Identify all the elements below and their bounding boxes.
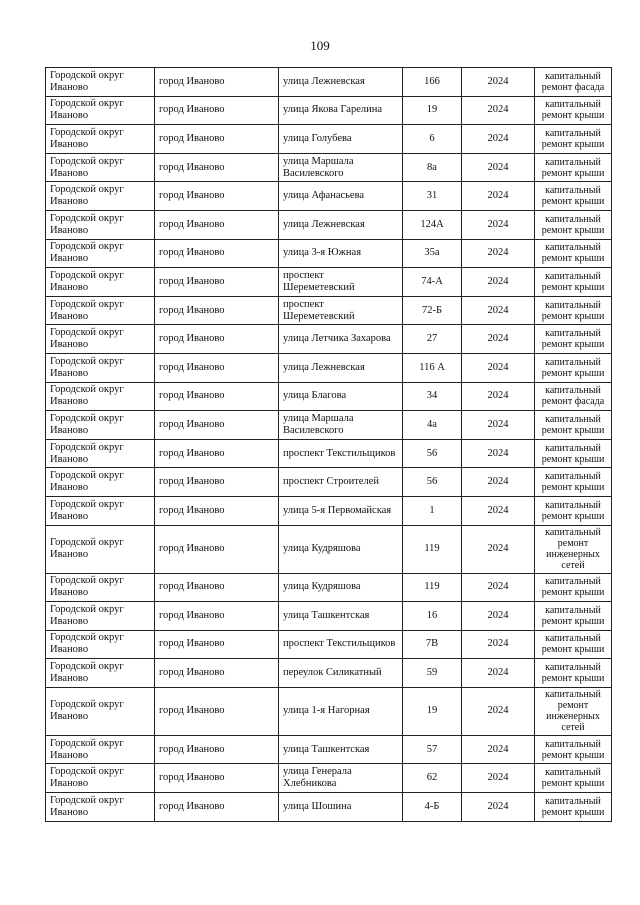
cell-year: 2024 bbox=[462, 793, 535, 822]
cell-okrug: Городской округ Иваново bbox=[46, 182, 155, 211]
cell-street: улица Афанасьева bbox=[279, 182, 403, 211]
cell-street: проспект Текстильщиков bbox=[279, 439, 403, 468]
cell-street: проспект Строителей bbox=[279, 468, 403, 497]
cell-year: 2024 bbox=[462, 411, 535, 440]
page-number: 109 bbox=[310, 38, 330, 53]
table-row bbox=[46, 411, 612, 440]
cell-house-number: 19 bbox=[403, 687, 462, 735]
table-row bbox=[46, 630, 612, 659]
cell-house-number: 74-А bbox=[403, 268, 462, 297]
cell-street: улица Лежневская bbox=[279, 68, 403, 97]
table-row bbox=[46, 439, 612, 468]
cell-year: 2024 bbox=[462, 210, 535, 239]
cell-street: улица Ташкентская bbox=[279, 735, 403, 764]
cell-okrug: Городской округ Иваново bbox=[46, 153, 155, 182]
cell-year: 2024 bbox=[462, 239, 535, 268]
cell-street: улица Генерала Хлебникова bbox=[279, 764, 403, 793]
cell-city: город Иваново bbox=[155, 182, 279, 211]
cell-city: город Иваново bbox=[155, 68, 279, 97]
table-row bbox=[46, 153, 612, 182]
cell-okrug: Городской округ Иваново bbox=[46, 496, 155, 525]
table-row bbox=[46, 96, 612, 125]
cell-okrug: Городской округ Иваново bbox=[46, 659, 155, 688]
cell-house-number: 31 bbox=[403, 182, 462, 211]
cell-year: 2024 bbox=[462, 182, 535, 211]
cell-work-type: капитальный ремонт крыши bbox=[535, 468, 612, 497]
table-row bbox=[46, 296, 612, 325]
cell-okrug: Городской округ Иваново bbox=[46, 468, 155, 497]
cell-work-type: капитальный ремонт крыши bbox=[535, 182, 612, 211]
cell-year: 2024 bbox=[462, 353, 535, 382]
cell-house-number: 1 bbox=[403, 496, 462, 525]
table-row bbox=[46, 239, 612, 268]
cell-house-number: 56 bbox=[403, 439, 462, 468]
cell-street: проспект Шереметевский bbox=[279, 296, 403, 325]
cell-city: город Иваново bbox=[155, 793, 279, 822]
cell-street: улица Маршала Василевского bbox=[279, 411, 403, 440]
cell-year: 2024 bbox=[462, 125, 535, 154]
cell-city: город Иваново bbox=[155, 210, 279, 239]
table-row bbox=[46, 210, 612, 239]
cell-okrug: Городской округ Иваново bbox=[46, 602, 155, 631]
cell-city: город Иваново bbox=[155, 125, 279, 154]
cell-year: 2024 bbox=[462, 735, 535, 764]
cell-okrug: Городской округ Иваново bbox=[46, 573, 155, 602]
cell-year: 2024 bbox=[462, 68, 535, 97]
table-row bbox=[46, 525, 612, 573]
cell-year: 2024 bbox=[462, 439, 535, 468]
cell-work-type: капитальный ремонт крыши bbox=[535, 602, 612, 631]
cell-street: улица Благова bbox=[279, 382, 403, 411]
cell-city: город Иваново bbox=[155, 496, 279, 525]
table-row bbox=[46, 325, 612, 354]
cell-work-type: капитальный ремонт крыши bbox=[535, 793, 612, 822]
table-row bbox=[46, 468, 612, 497]
cell-okrug: Городской округ Иваново bbox=[46, 353, 155, 382]
cell-city: город Иваново bbox=[155, 439, 279, 468]
cell-house-number: 124А bbox=[403, 210, 462, 239]
cell-city: город Иваново bbox=[155, 382, 279, 411]
cell-city: город Иваново bbox=[155, 96, 279, 125]
cell-okrug: Городской округ Иваново bbox=[46, 210, 155, 239]
cell-work-type: капитальный ремонт крыши bbox=[535, 573, 612, 602]
cell-work-type: капитальный ремонт крыши bbox=[535, 296, 612, 325]
cell-work-type: капитальный ремонт фасада bbox=[535, 68, 612, 97]
cell-city: город Иваново bbox=[155, 659, 279, 688]
cell-house-number: 119 bbox=[403, 573, 462, 602]
cell-street: улица Шошина bbox=[279, 793, 403, 822]
cell-street: улица 5-я Первомайская bbox=[279, 496, 403, 525]
cell-year: 2024 bbox=[462, 496, 535, 525]
cell-okrug: Городской округ Иваново bbox=[46, 630, 155, 659]
cell-work-type: капитальный ремонт крыши bbox=[535, 353, 612, 382]
table-row bbox=[46, 602, 612, 631]
cell-work-type: капитальный ремонт крыши bbox=[535, 439, 612, 468]
cell-okrug: Городской округ Иваново bbox=[46, 296, 155, 325]
cell-city: город Иваново bbox=[155, 153, 279, 182]
cell-street: улица Маршала Василевского bbox=[279, 153, 403, 182]
cell-city: город Иваново bbox=[155, 573, 279, 602]
cell-city: город Иваново bbox=[155, 411, 279, 440]
cell-year: 2024 bbox=[462, 687, 535, 735]
cell-street: улица Кудряшова bbox=[279, 525, 403, 573]
cell-city: город Иваново bbox=[155, 296, 279, 325]
table-row bbox=[46, 182, 612, 211]
cell-house-number: 57 bbox=[403, 735, 462, 764]
cell-street: проспект Шереметевский bbox=[279, 268, 403, 297]
cell-street: улица 1-я Нагорная bbox=[279, 687, 403, 735]
cell-okrug: Городской округ Иваново bbox=[46, 382, 155, 411]
table-row bbox=[46, 496, 612, 525]
table-row bbox=[46, 268, 612, 297]
cell-work-type: капитальный ремонт крыши bbox=[535, 268, 612, 297]
cell-house-number: 119 bbox=[403, 525, 462, 573]
cell-house-number: 35а bbox=[403, 239, 462, 268]
cell-work-type: капитальный ремонт инженерных сетей bbox=[535, 525, 612, 573]
cell-year: 2024 bbox=[462, 153, 535, 182]
table-row bbox=[46, 687, 612, 735]
cell-year: 2024 bbox=[462, 96, 535, 125]
table-row bbox=[46, 735, 612, 764]
cell-house-number: 59 bbox=[403, 659, 462, 688]
cell-okrug: Городской округ Иваново bbox=[46, 735, 155, 764]
cell-work-type: капитальный ремонт крыши bbox=[535, 659, 612, 688]
cell-street: улица Лежневская bbox=[279, 353, 403, 382]
cell-city: город Иваново bbox=[155, 525, 279, 573]
cell-house-number: 4-Б bbox=[403, 793, 462, 822]
cell-street: улица Лежневская bbox=[279, 210, 403, 239]
cell-year: 2024 bbox=[462, 630, 535, 659]
cell-city: город Иваново bbox=[155, 630, 279, 659]
cell-house-number: 56 bbox=[403, 468, 462, 497]
cell-year: 2024 bbox=[462, 296, 535, 325]
cell-house-number: 72-Б bbox=[403, 296, 462, 325]
cell-okrug: Городской округ Иваново bbox=[46, 687, 155, 735]
cell-okrug: Городской округ Иваново bbox=[46, 411, 155, 440]
cell-work-type: капитальный ремонт инженерных сетей bbox=[535, 687, 612, 735]
cell-work-type: капитальный ремонт крыши bbox=[535, 239, 612, 268]
cell-okrug: Городской округ Иваново bbox=[46, 525, 155, 573]
cell-year: 2024 bbox=[462, 659, 535, 688]
cell-house-number: 166 bbox=[403, 68, 462, 97]
cell-year: 2024 bbox=[462, 268, 535, 297]
cell-street: улица Ташкентская bbox=[279, 602, 403, 631]
cell-work-type: капитальный ремонт крыши bbox=[535, 210, 612, 239]
table-row bbox=[46, 793, 612, 822]
cell-street: улица Якова Гарелина bbox=[279, 96, 403, 125]
cell-house-number: 19 bbox=[403, 96, 462, 125]
cell-okrug: Городской округ Иваново bbox=[46, 125, 155, 154]
cell-okrug: Городской округ Иваново bbox=[46, 439, 155, 468]
cell-okrug: Городской округ Иваново bbox=[46, 239, 155, 268]
cell-city: город Иваново bbox=[155, 687, 279, 735]
cell-house-number: 16 bbox=[403, 602, 462, 631]
cell-okrug: Городской округ Иваново bbox=[46, 764, 155, 793]
cell-work-type: капитальный ремонт крыши bbox=[535, 496, 612, 525]
cell-house-number: 34 bbox=[403, 382, 462, 411]
cell-city: город Иваново bbox=[155, 735, 279, 764]
cell-work-type: капитальный ремонт крыши bbox=[535, 153, 612, 182]
cell-city: город Иваново bbox=[155, 764, 279, 793]
registry-table bbox=[45, 67, 612, 822]
cell-work-type: капитальный ремонт крыши bbox=[535, 96, 612, 125]
cell-house-number: 6 bbox=[403, 125, 462, 154]
cell-house-number: 4а bbox=[403, 411, 462, 440]
cell-year: 2024 bbox=[462, 382, 535, 411]
cell-work-type: капитальный ремонт крыши bbox=[535, 630, 612, 659]
cell-okrug: Городской округ Иваново bbox=[46, 793, 155, 822]
table-row bbox=[46, 125, 612, 154]
cell-street: проспект Текстильщиков bbox=[279, 630, 403, 659]
cell-city: город Иваново bbox=[155, 602, 279, 631]
cell-year: 2024 bbox=[462, 525, 535, 573]
cell-work-type: капитальный ремонт крыши bbox=[535, 125, 612, 154]
table-row bbox=[46, 764, 612, 793]
table-row bbox=[46, 573, 612, 602]
cell-house-number: 116 А bbox=[403, 353, 462, 382]
cell-year: 2024 bbox=[462, 602, 535, 631]
cell-okrug: Городской округ Иваново bbox=[46, 325, 155, 354]
table-row bbox=[46, 382, 612, 411]
table-row bbox=[46, 353, 612, 382]
cell-okrug: Городской округ Иваново bbox=[46, 268, 155, 297]
table-body bbox=[46, 68, 612, 822]
cell-street: улица Кудряшова bbox=[279, 573, 403, 602]
cell-work-type: капитальный ремонт фасада bbox=[535, 382, 612, 411]
cell-street: улица Летчика Захарова bbox=[279, 325, 403, 354]
cell-okrug: Городской округ Иваново bbox=[46, 96, 155, 125]
cell-okrug: Городской округ Иваново bbox=[46, 68, 155, 97]
cell-city: город Иваново bbox=[155, 268, 279, 297]
cell-house-number: 27 bbox=[403, 325, 462, 354]
cell-year: 2024 bbox=[462, 764, 535, 793]
cell-work-type: капитальный ремонт крыши bbox=[535, 735, 612, 764]
cell-city: город Иваново bbox=[155, 468, 279, 497]
cell-year: 2024 bbox=[462, 325, 535, 354]
cell-house-number: 8а bbox=[403, 153, 462, 182]
cell-work-type: капитальный ремонт крыши bbox=[535, 325, 612, 354]
cell-house-number: 62 bbox=[403, 764, 462, 793]
cell-street: улица Голубева bbox=[279, 125, 403, 154]
cell-city: город Иваново bbox=[155, 239, 279, 268]
cell-year: 2024 bbox=[462, 573, 535, 602]
cell-city: город Иваново bbox=[155, 353, 279, 382]
table-row bbox=[46, 68, 612, 97]
cell-work-type: капитальный ремонт крыши bbox=[535, 764, 612, 793]
cell-city: город Иваново bbox=[155, 325, 279, 354]
cell-street: улица 3-я Южная bbox=[279, 239, 403, 268]
cell-street: переулок Силикатный bbox=[279, 659, 403, 688]
cell-year: 2024 bbox=[462, 468, 535, 497]
cell-work-type: капитальный ремонт крыши bbox=[535, 411, 612, 440]
table-row bbox=[46, 659, 612, 688]
cell-house-number: 7В bbox=[403, 630, 462, 659]
